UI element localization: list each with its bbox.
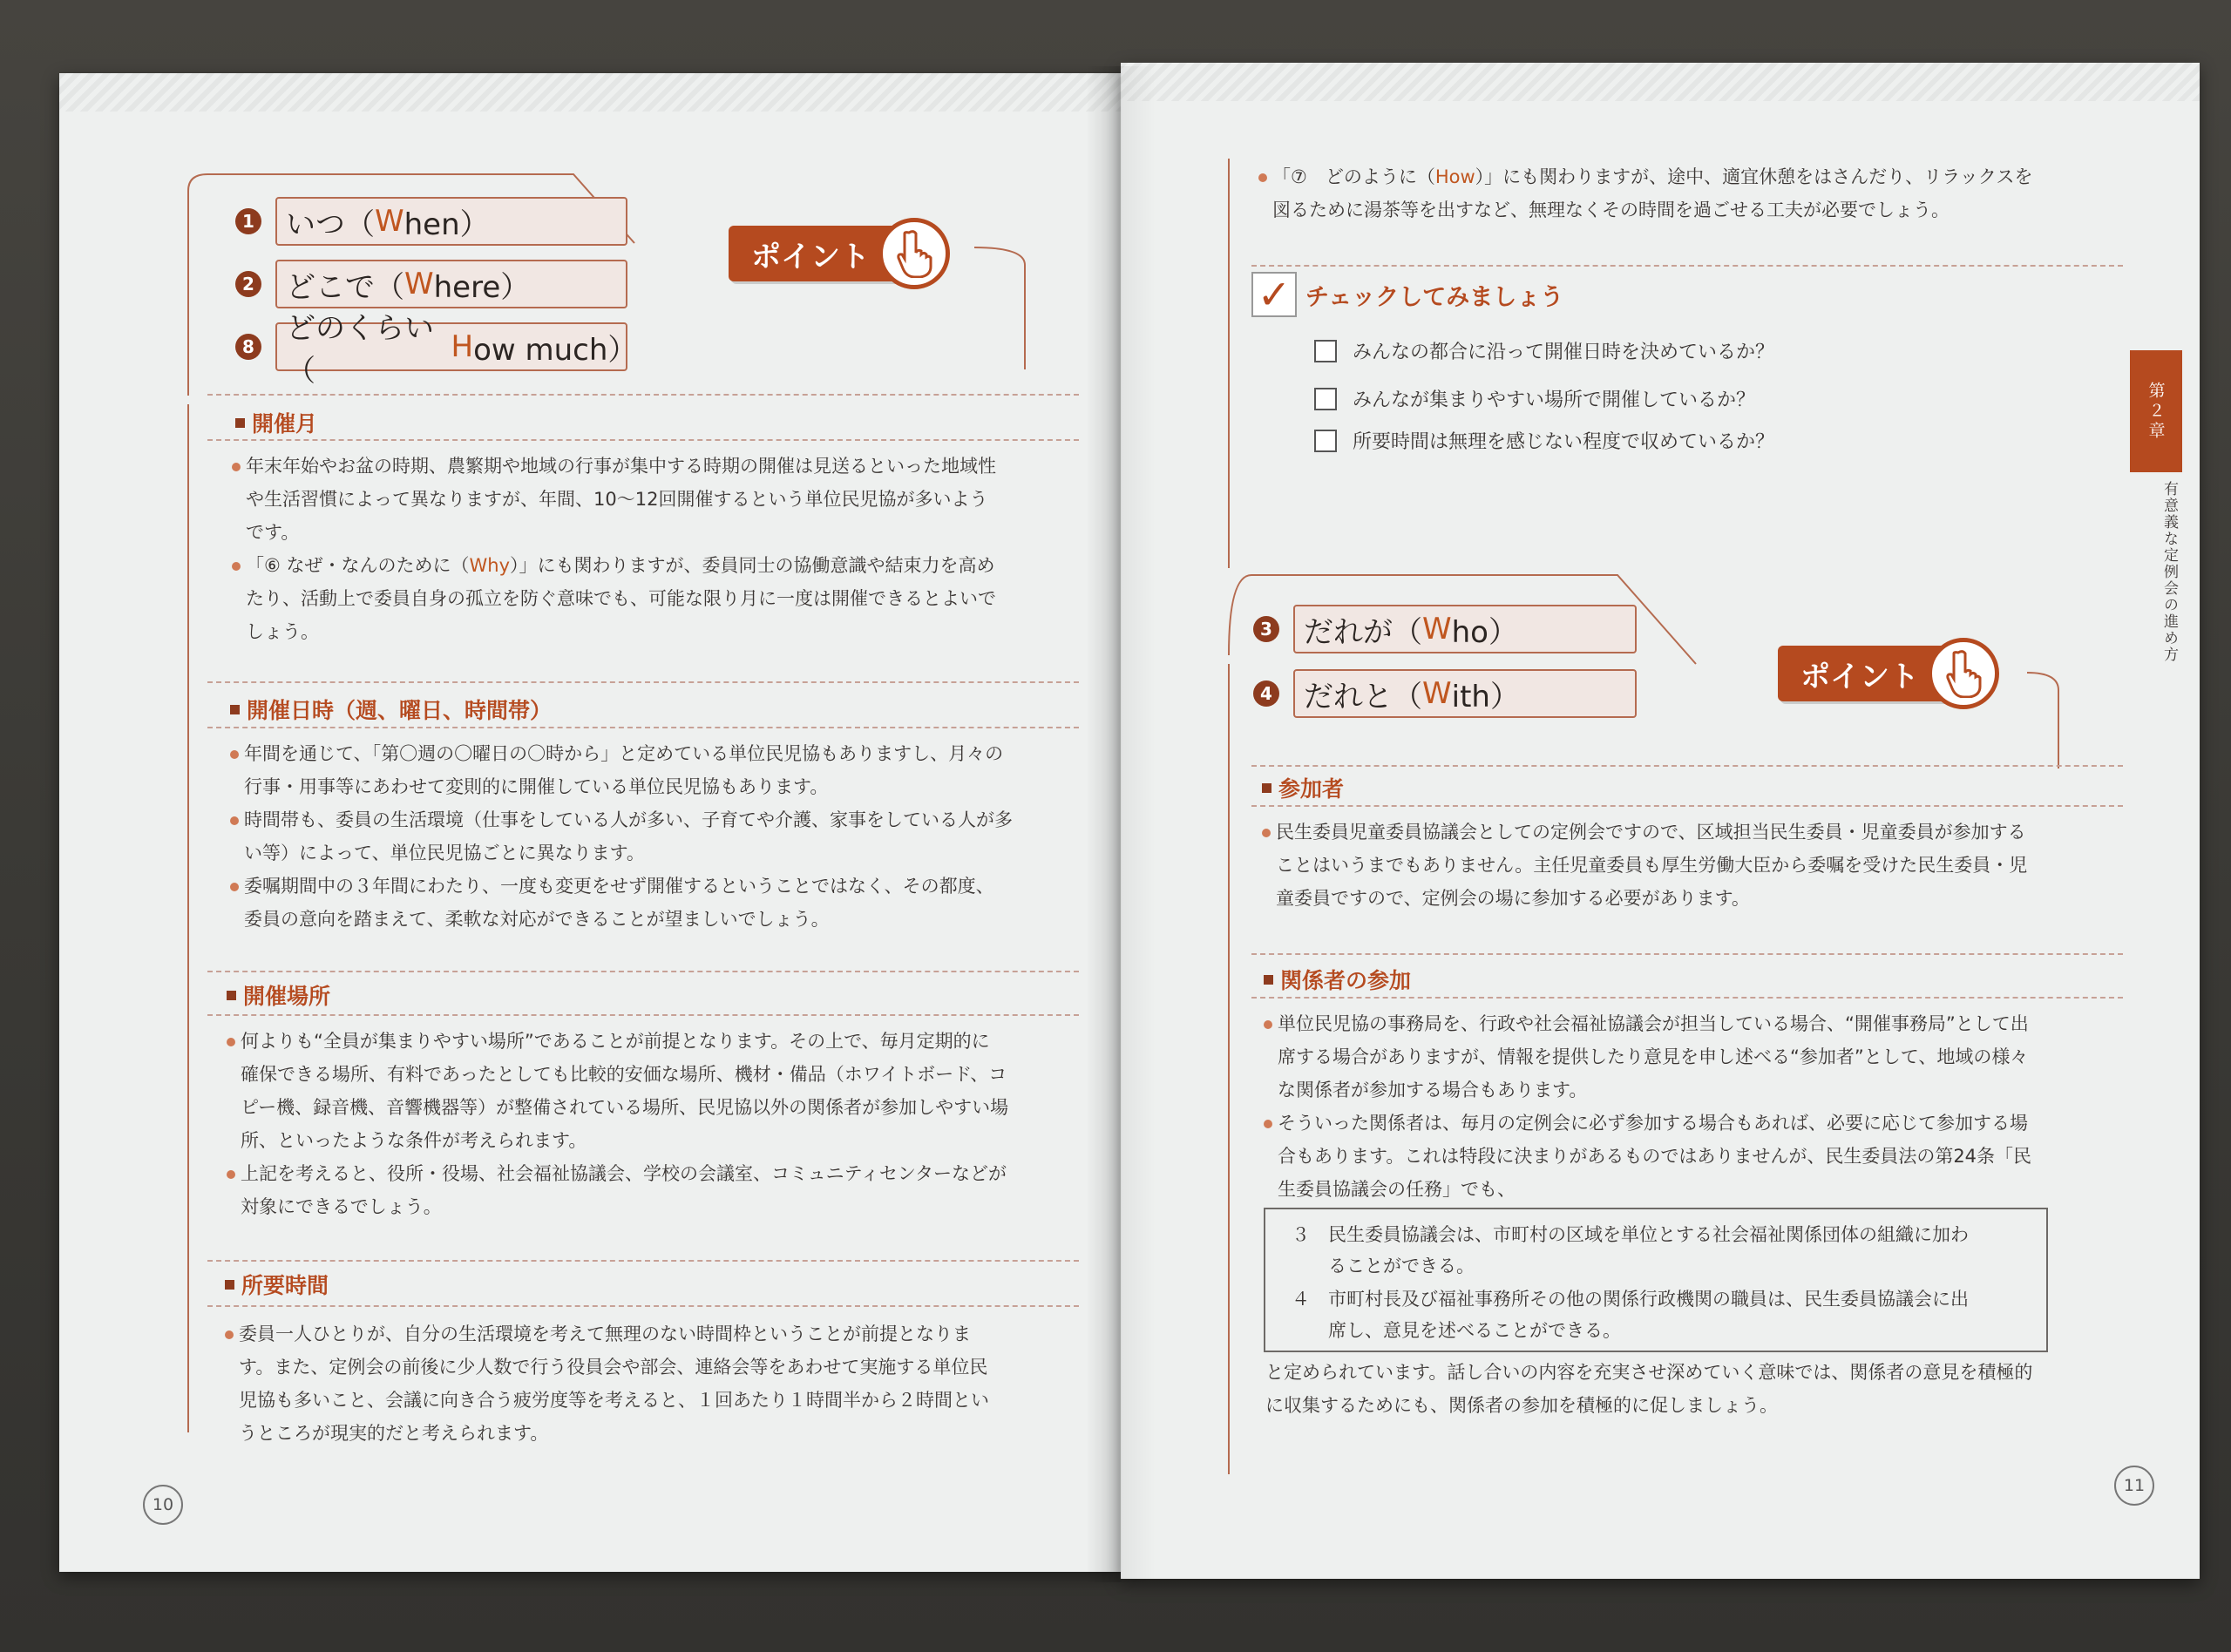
paragraph-participants bbox=[1262, 816, 2142, 915]
section-title-text: 関係者の参加 bbox=[1280, 968, 1412, 993]
point-label-pre: どこで（ bbox=[286, 269, 404, 305]
point-label-box bbox=[1293, 669, 1637, 718]
page-number: 10 bbox=[143, 1485, 183, 1525]
text-line: 「⑥ なぜ・なんのために（ bbox=[246, 555, 470, 576]
checklist-title-text: チェックしてみましょう bbox=[1305, 283, 1564, 311]
chapter-tab[interactable]: 第２章 bbox=[2130, 350, 2182, 472]
text-line: たり、活動上で委員自身の孤立を防ぐ意味でも、可能な限り月に一度は開催できるとよいで bbox=[246, 588, 996, 609]
pointing-hand-icon bbox=[878, 218, 950, 289]
point-item-when bbox=[235, 197, 627, 246]
section-divider bbox=[207, 1014, 1079, 1016]
section-title-venue bbox=[227, 979, 330, 1011]
section-title-stakeholders bbox=[1264, 964, 1411, 995]
section-divider bbox=[1251, 265, 2123, 267]
point-badge bbox=[729, 218, 950, 289]
paragraph-closing bbox=[1265, 1356, 2154, 1422]
section-divider bbox=[1251, 953, 2123, 955]
section-divider bbox=[1251, 765, 2123, 767]
text-line: 単位民児協の事務局を、行政や社会福祉協議会が担当している場合、“開催事務局”として出 bbox=[1278, 1013, 2029, 1034]
quote-line: ４ 市町村長及び福祉事務所その他の関係行政機関の職員は、民生委員協議会に出 bbox=[1292, 1289, 1969, 1310]
text-line: 年末年始やお盆の時期、農繁期や地域の行事が集中する時期の開催は見送るといった地域性 bbox=[246, 456, 996, 477]
text-line: な関係者が参加する場合もあります。 bbox=[1278, 1080, 1588, 1100]
point-number: 8 bbox=[235, 334, 261, 360]
section-divider bbox=[1251, 997, 2123, 999]
text-line: 何よりも“全員が集まりやすい場所”であることが前提となります。その上で、毎月定期的に bbox=[241, 1031, 990, 1052]
paragraph-month-2 bbox=[232, 549, 1086, 648]
text-line: 委嘱期間中の３年間にわたり、一度も変更をせず開催するということではなく、その都度、 bbox=[244, 876, 994, 897]
point-label-post: hen） bbox=[403, 206, 490, 242]
paragraph-duration bbox=[225, 1317, 1092, 1450]
point-label-post: here） bbox=[433, 269, 531, 305]
text-line: 図るために湯茶等を出すなど、無理なくその時間を過ごせる工夫が必要でしょう。 bbox=[1272, 200, 1950, 220]
point-item-who bbox=[1253, 605, 1637, 653]
point-label-highlight: W bbox=[404, 267, 434, 301]
text-line: と定められています。話し合いの内容を充実させ深めていく意味では、関係者の意見を積極的 bbox=[1265, 1362, 2033, 1383]
point-label-post: ho） bbox=[1451, 614, 1518, 650]
text-line: 合もあります。これは特段に決まりがあるものではありませんが、民生委員法の第24条「民 bbox=[1278, 1146, 2032, 1167]
point-label-box bbox=[1293, 605, 1637, 653]
point-label-pre: だれと（ bbox=[1304, 679, 1422, 714]
text-line: ことはいうまでもありません。主任児童委員も厚生労働大臣から委嘱を受けた民生委員・児 bbox=[1276, 855, 2028, 876]
point-label-highlight: W bbox=[1422, 676, 1452, 711]
point-number: 1 bbox=[235, 208, 261, 234]
checklist-item-label: みんなの都合に沿って開催日時を決めているか？ bbox=[1353, 342, 1775, 363]
text-highlight: Why bbox=[469, 555, 511, 576]
point-label-post: ith） bbox=[1451, 679, 1520, 714]
section-title-duration bbox=[225, 1269, 329, 1300]
section-title-month bbox=[235, 407, 317, 438]
section-divider bbox=[207, 1305, 1079, 1307]
paragraph-month-1 bbox=[232, 450, 1086, 549]
text-line: ）」にも関わりますが、途中、適宜休憩をはさんだり、リラックスを bbox=[1475, 166, 2033, 187]
section-title-text: 参加者 bbox=[1278, 776, 1345, 802]
section-title-participants bbox=[1262, 772, 1344, 803]
paragraph-datetime bbox=[230, 737, 1084, 936]
paragraph-how bbox=[1258, 160, 2130, 227]
point-number: 4 bbox=[1253, 680, 1279, 707]
checklist-item[interactable] bbox=[1314, 385, 1755, 412]
point-badge bbox=[1778, 638, 1999, 709]
point-item-how-much bbox=[235, 311, 638, 389]
page-number: 11 bbox=[2114, 1466, 2154, 1506]
point-label-highlight: H bbox=[451, 329, 474, 364]
point-item-where bbox=[235, 260, 627, 308]
text-line: す。また、定例会の前後に少人数で行う役員会や部会、連絡会等をあわせて実施する単位民 bbox=[239, 1357, 988, 1378]
checkbox[interactable] bbox=[1314, 340, 1337, 362]
point-badge-label: ポイント bbox=[729, 226, 905, 281]
checklist-item-label: 所要時間は無理を感じない程度で収めているか？ bbox=[1353, 431, 1775, 453]
point-label-box bbox=[275, 311, 638, 389]
chapter-title-vertical: 有意義な定例会の進め方 bbox=[2160, 481, 2178, 663]
text-highlight: How bbox=[1434, 166, 1475, 187]
text-line: 「⑦ どのように（ bbox=[1272, 166, 1435, 187]
section-divider bbox=[207, 971, 1079, 972]
section-title-text: 所要時間 bbox=[241, 1273, 329, 1298]
text-line: 委員一人ひとりが、自分の生活環境を考えて無理のない時間枠ということが前提となりま bbox=[239, 1324, 971, 1344]
text-line: に収集するためにも、関係者の参加を積極的に促しましょう。 bbox=[1265, 1395, 1778, 1416]
checkbox[interactable] bbox=[1314, 430, 1337, 452]
checkmark-icon: ✓ bbox=[1251, 272, 1297, 317]
point-number: 3 bbox=[1253, 616, 1279, 642]
point-label-pre: いつ（ bbox=[286, 206, 375, 242]
point-label-pre: だれが（ bbox=[1304, 614, 1422, 650]
checklist-item[interactable] bbox=[1314, 427, 1774, 454]
text-line: そういった関係者は、毎月の定例会に必ず参加する場合もあれば、必要に応じて参加する場 bbox=[1278, 1113, 2028, 1134]
text-line: 童委員ですので、定例会の場に参加する必要があります。 bbox=[1276, 888, 1750, 909]
point-item-with bbox=[1253, 669, 1637, 718]
text-line: 対象にできるでしょう。 bbox=[241, 1196, 442, 1217]
text-line: 上記を考えると、役所・役場、社会福祉協議会、学校の会議室、コミュニティセンターなどが bbox=[241, 1163, 1007, 1184]
text-line: 年間を通じて、「第〇週の〇曜日の〇時から」と定めている単位民児協もありますし、月々の bbox=[244, 743, 1004, 764]
paragraph-venue bbox=[227, 1025, 1089, 1223]
quote-line: ることができる。 bbox=[1292, 1256, 1475, 1276]
checklist-item-label: みんなが集まりやすい場所で開催しているか？ bbox=[1353, 389, 1756, 411]
point-label-box bbox=[275, 197, 627, 246]
left-page bbox=[59, 73, 1121, 1572]
section-divider bbox=[207, 727, 1079, 728]
text-line: 生委員協議会の任務」でも、 bbox=[1278, 1179, 1516, 1200]
point-badge-label: ポイント bbox=[1778, 646, 1954, 701]
text-line: 所、といったような条件が考えられます。 bbox=[241, 1130, 587, 1151]
section-divider bbox=[207, 394, 1079, 396]
text-line: 委員の意向を踏まえて、柔軟な対応ができることが望ましいでしょう。 bbox=[244, 909, 830, 930]
section-title-text: 開催月 bbox=[252, 411, 318, 437]
section-divider bbox=[1251, 805, 2123, 807]
text-line: 児協も多いこと、会議に向き合う疲労度等を考えると、１回あたり１時間半から２時間とい bbox=[239, 1390, 989, 1411]
section-title-text: 開催場所 bbox=[243, 984, 331, 1009]
quote-line: ３ 民生委員協議会は、市町村の区域を単位とする社会福祉関係団体の組織に加わ bbox=[1292, 1224, 1969, 1245]
section-title-text: 開催日時（週、曜日、時間帯） bbox=[247, 698, 553, 723]
text-line: しょう。 bbox=[246, 621, 319, 642]
law-quote-box bbox=[1264, 1208, 2048, 1352]
text-line: うところが現実的だと考えられます。 bbox=[239, 1423, 549, 1444]
text-line: や生活習慣によって異なりますが、年間、10～12回開催するという単位民児協が多いよう bbox=[246, 489, 988, 510]
checklist-title bbox=[1251, 272, 1563, 317]
pointing-hand-icon bbox=[1928, 638, 1999, 709]
text-line: 確保できる場所、有料であったとしても比較的安価な場所、機材・備品（ホワイトボード、コ bbox=[241, 1064, 1007, 1085]
right-page bbox=[1121, 63, 2200, 1579]
point-label-highlight: W bbox=[375, 204, 404, 239]
text-line: です。 bbox=[246, 522, 300, 543]
point-label-pre: どのくらい（ bbox=[286, 311, 434, 389]
text-line: い等）によって、単位民児協ごとに異なります。 bbox=[244, 843, 645, 863]
paragraph-stakeholders bbox=[1264, 1007, 2144, 1206]
text-line: 民生委員児童委員協議会としての定例会ですので、区域担当民生委員・児童委員が参加する bbox=[1276, 822, 2026, 843]
section-divider bbox=[207, 1260, 1079, 1262]
section-divider bbox=[207, 681, 1079, 683]
checkbox[interactable] bbox=[1314, 388, 1337, 410]
quote-line: 席し、意見を述べることができる。 bbox=[1292, 1320, 1621, 1341]
point-number: 2 bbox=[235, 271, 261, 297]
section-divider bbox=[207, 439, 1079, 441]
text-line: ）」にも関わりますが、委員同士の協働意識や結束力を高め bbox=[510, 555, 995, 576]
point-label-post: ow much） bbox=[473, 332, 638, 368]
text-line: ピー機、録音機、音響機器等）が整備されている場所、民児協以外の関係者が参加しやすい場 bbox=[241, 1097, 1009, 1118]
text-line: 席する場合がありますが、情報を提供したり意見を申し述べる“参加者”として、地域の様々 bbox=[1278, 1046, 2029, 1067]
point-label-highlight: W bbox=[1422, 612, 1452, 647]
text-line: 行事・用事等にあわせて変則的に開催している単位民児協もあります。 bbox=[244, 776, 829, 797]
checklist-item[interactable] bbox=[1314, 337, 1774, 364]
text-line: 時間帯も、委員の生活環境（仕事をしている人が多い、子育てや介護、家事をしている人が多 bbox=[244, 809, 1013, 830]
point-label-box bbox=[275, 260, 627, 308]
section-title-datetime bbox=[230, 694, 552, 725]
